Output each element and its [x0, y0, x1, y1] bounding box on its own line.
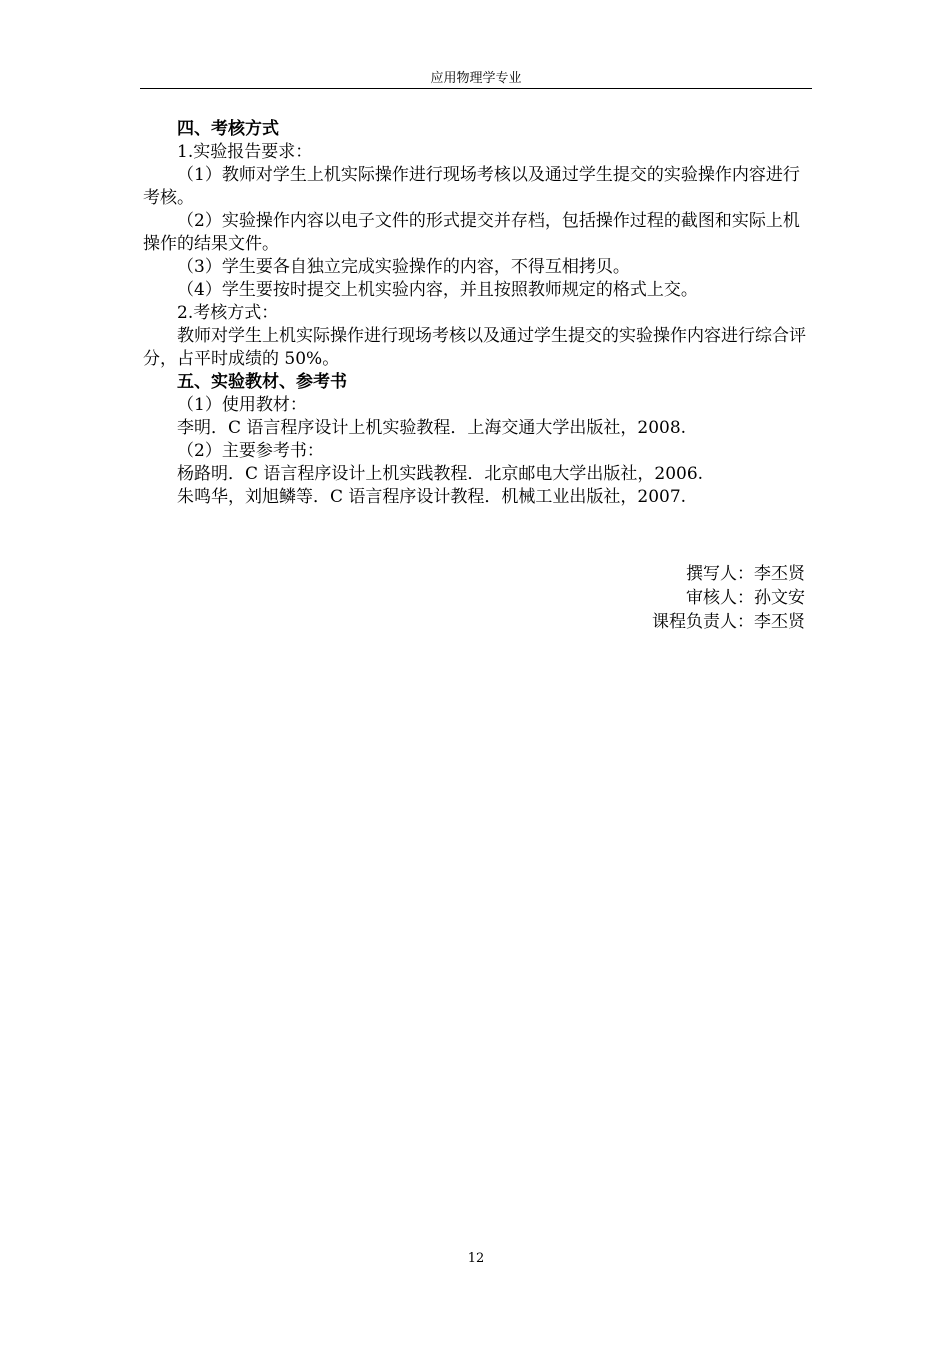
- reviewer-line: 审核人：孙文安: [686, 588, 805, 608]
- author-line: 撰写人：李丕贤: [686, 564, 805, 584]
- assessment-method-text: 教师对学生上机实际操作进行现场考核以及通过学生提交的实验操作内容进行综合评分，占平时成绩的 50%。: [143, 326, 806, 369]
- textbook-entry: 李明．C 语言程序设计上机实验教程．上海交通大学出版社，2008.: [177, 418, 687, 438]
- assessment-method-title: 2.考核方式：: [177, 303, 279, 323]
- signature-block: [652, 562, 805, 634]
- reference-1: 杨路明．C 语言程序设计上机实践教程．北京邮电大学出版社，2006.: [177, 464, 704, 484]
- header-divider: [140, 88, 812, 89]
- reference-2: 朱鸣华，刘旭鳞等．C 语言程序设计教程．机械工业出版社，2007.: [177, 487, 687, 507]
- requirement-4: （4）学生要按时提交上机实验内容，并且按照教师规定的格式上交。: [177, 280, 698, 300]
- section-5-heading: 五、实验教材、参考书: [177, 372, 347, 392]
- report-requirements-title: 1.实验报告要求：: [177, 142, 313, 162]
- document-body: [143, 118, 811, 509]
- requirement-3: （3）学生要各自独立完成实验操作的内容，不得互相拷贝。: [177, 257, 630, 277]
- course-lead-line: 课程负责人：李丕贤: [652, 612, 805, 632]
- page-number: 12: [467, 1251, 485, 1266]
- references-label: （2）主要参考书：: [177, 441, 324, 461]
- page-header: 应用物理学专业: [430, 71, 522, 86]
- textbook-label: （1）使用教材：: [177, 395, 307, 415]
- section-4-heading: 四、考核方式: [177, 119, 279, 139]
- requirement-2: （2）实验操作内容以电子文件的形式提交并存档，包括操作过程的截图和实际上机操作的结果文件。: [143, 211, 800, 254]
- requirement-1: （1）教师对学生上机实际操作进行现场考核以及通过学生提交的实验操作内容进行考核。: [143, 165, 800, 208]
